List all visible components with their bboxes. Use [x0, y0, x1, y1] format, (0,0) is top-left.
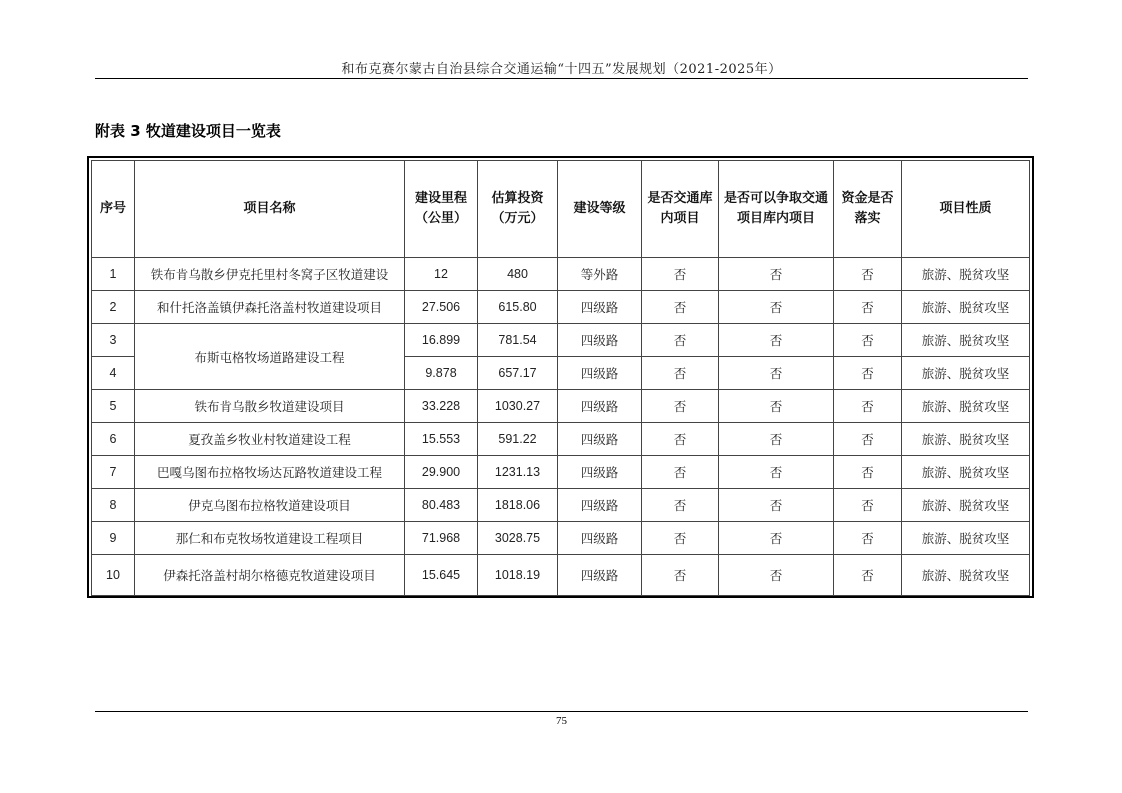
investment-cell: 1030.27 [478, 390, 558, 423]
column-header: 是否交通库 内项目 [642, 161, 719, 258]
in-library-cell: 否 [642, 489, 719, 522]
column-header: 估算投资 （万元） [478, 161, 558, 258]
funded-cell: 否 [834, 324, 902, 357]
length-km-cell: 9.878 [405, 357, 478, 390]
project-name-cell: 布斯屯格牧场道路建设工程 [135, 324, 405, 390]
investment-cell: 1818.06 [478, 489, 558, 522]
grade-cell: 四级路 [558, 423, 642, 456]
table-header-row [92, 161, 1030, 258]
table-body [92, 258, 1030, 596]
nature-cell: 旅游、脱贫攻坚 [902, 456, 1030, 489]
can-enter-library-cell: 否 [719, 357, 834, 390]
table-row [92, 555, 1030, 596]
investment-cell: 615.80 [478, 291, 558, 324]
column-header: 建设里程 （公里） [405, 161, 478, 258]
row-number-cell: 8 [92, 489, 135, 522]
funded-cell: 否 [834, 456, 902, 489]
length-km-cell: 16.899 [405, 324, 478, 357]
column-header: 项目名称 [135, 161, 405, 258]
page-number: 75 [556, 715, 567, 727]
grade-cell: 四级路 [558, 357, 642, 390]
can-enter-library-cell: 否 [719, 258, 834, 291]
nature-cell: 旅游、脱贫攻坚 [902, 291, 1030, 324]
column-header: 资金是否 落实 [834, 161, 902, 258]
length-km-cell: 33.228 [405, 390, 478, 423]
length-km-cell: 12 [405, 258, 478, 291]
can-enter-library-cell: 否 [719, 324, 834, 357]
project-name-cell: 铁布肯乌散乡牧道建设项目 [135, 390, 405, 423]
length-km-cell: 80.483 [405, 489, 478, 522]
investment-cell: 657.17 [478, 357, 558, 390]
nature-cell: 旅游、脱贫攻坚 [902, 522, 1030, 555]
can-enter-library-cell: 否 [719, 522, 834, 555]
nature-cell: 旅游、脱贫攻坚 [902, 489, 1030, 522]
investment-cell: 3028.75 [478, 522, 558, 555]
in-library-cell: 否 [642, 522, 719, 555]
table-row [92, 324, 1030, 357]
table-row [92, 291, 1030, 324]
header-rule [95, 78, 1028, 79]
investment-cell: 1231.13 [478, 456, 558, 489]
nature-cell: 旅游、脱贫攻坚 [902, 357, 1030, 390]
in-library-cell: 否 [642, 423, 719, 456]
column-header: 项目性质 [902, 161, 1030, 258]
length-km-cell: 29.900 [405, 456, 478, 489]
can-enter-library-cell: 否 [719, 291, 834, 324]
column-header: 序号 [92, 161, 135, 258]
table-frame [87, 156, 1034, 598]
can-enter-library-cell: 否 [719, 390, 834, 423]
row-number-cell: 2 [92, 291, 135, 324]
nature-cell: 旅游、脱贫攻坚 [902, 324, 1030, 357]
row-number-cell: 10 [92, 555, 135, 596]
nature-cell: 旅游、脱贫攻坚 [902, 555, 1030, 596]
project-name-cell: 和什托洛盖镇伊森托洛盖村牧道建设项目 [135, 291, 405, 324]
funded-cell: 否 [834, 489, 902, 522]
table-row [92, 456, 1030, 489]
in-library-cell: 否 [642, 390, 719, 423]
grade-cell: 四级路 [558, 489, 642, 522]
investment-cell: 591.22 [478, 423, 558, 456]
row-number-cell: 1 [92, 258, 135, 291]
table-row [92, 522, 1030, 555]
investment-cell: 1018.19 [478, 555, 558, 596]
investment-cell: 781.54 [478, 324, 558, 357]
investment-cell: 480 [478, 258, 558, 291]
project-table [91, 160, 1030, 596]
funded-cell: 否 [834, 258, 902, 291]
column-header: 是否可以争取交通 项目库内项目 [719, 161, 834, 258]
length-km-cell: 15.645 [405, 555, 478, 596]
in-library-cell: 否 [642, 555, 719, 596]
project-name-cell: 伊克乌图布拉格牧道建设项目 [135, 489, 405, 522]
table-row [92, 390, 1030, 423]
grade-cell: 四级路 [558, 456, 642, 489]
row-number-cell: 9 [92, 522, 135, 555]
project-name-cell: 铁布肯乌散乡伊克托里村冬窝子区牧道建设 [135, 258, 405, 291]
grade-cell: 等外路 [558, 258, 642, 291]
funded-cell: 否 [834, 390, 902, 423]
can-enter-library-cell: 否 [719, 489, 834, 522]
footer-rule [95, 711, 1028, 712]
row-number-cell: 6 [92, 423, 135, 456]
grade-cell: 四级路 [558, 324, 642, 357]
grade-cell: 四级路 [558, 390, 642, 423]
table-row [92, 489, 1030, 522]
in-library-cell: 否 [642, 456, 719, 489]
nature-cell: 旅游、脱贫攻坚 [902, 423, 1030, 456]
grade-cell: 四级路 [558, 555, 642, 596]
in-library-cell: 否 [642, 258, 719, 291]
project-name-cell: 那仁和布克牧场牧道建设工程项目 [135, 522, 405, 555]
funded-cell: 否 [834, 357, 902, 390]
table-row [92, 258, 1030, 291]
grade-cell: 四级路 [558, 291, 642, 324]
column-header: 建设等级 [558, 161, 642, 258]
table-caption: 附表 3 牧道建设项目一览表 [95, 122, 281, 140]
table-row [92, 423, 1030, 456]
length-km-cell: 71.968 [405, 522, 478, 555]
in-library-cell: 否 [642, 357, 719, 390]
grade-cell: 四级路 [558, 522, 642, 555]
nature-cell: 旅游、脱贫攻坚 [902, 258, 1030, 291]
project-name-cell: 伊森托洛盖村胡尔格德克牧道建设项目 [135, 555, 405, 596]
row-number-cell: 5 [92, 390, 135, 423]
can-enter-library-cell: 否 [719, 555, 834, 596]
can-enter-library-cell: 否 [719, 423, 834, 456]
nature-cell: 旅游、脱贫攻坚 [902, 390, 1030, 423]
in-library-cell: 否 [642, 291, 719, 324]
row-number-cell: 3 [92, 324, 135, 357]
length-km-cell: 27.506 [405, 291, 478, 324]
project-name-cell: 夏孜盖乡牧业村牧道建设工程 [135, 423, 405, 456]
can-enter-library-cell: 否 [719, 456, 834, 489]
length-km-cell: 15.553 [405, 423, 478, 456]
in-library-cell: 否 [642, 324, 719, 357]
funded-cell: 否 [834, 423, 902, 456]
project-name-cell: 巴嘎乌图布拉格牧场达瓦路牧道建设工程 [135, 456, 405, 489]
funded-cell: 否 [834, 291, 902, 324]
row-number-cell: 7 [92, 456, 135, 489]
funded-cell: 否 [834, 555, 902, 596]
funded-cell: 否 [834, 522, 902, 555]
row-number-cell: 4 [92, 357, 135, 390]
running-header-title: 和布克赛尔蒙古自治县综合交通运输“十四五”发展规划（2021-2025年） [341, 62, 782, 77]
